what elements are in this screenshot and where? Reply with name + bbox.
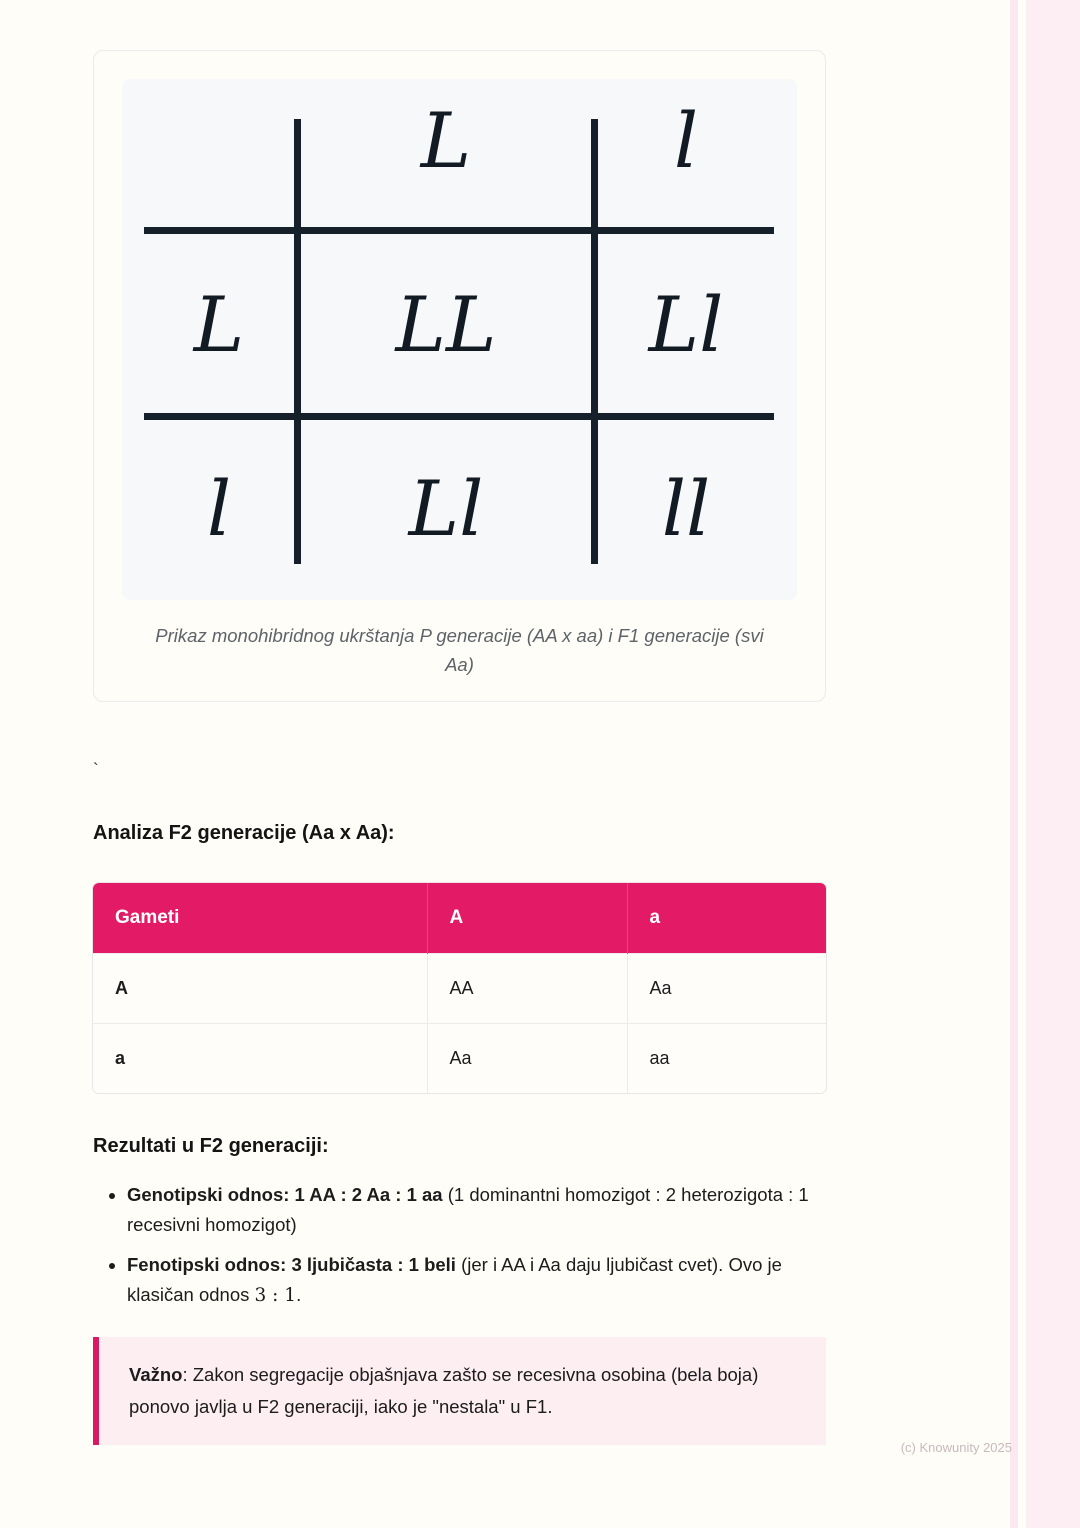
important-callout xyxy=(93,1337,826,1445)
figure-caption: Prikaz monohibridnog ukrštanja P generacije (AA x aa) i F1 generacije (svi Aa) xyxy=(155,625,764,675)
figure-card xyxy=(93,50,826,702)
list-item xyxy=(127,1180,826,1240)
table-cell-1-1: AA xyxy=(427,954,627,1024)
table-cell-1-2: Aa xyxy=(627,954,826,1024)
page-edge-strip-inner xyxy=(1010,0,1018,1528)
punnett-left-header-2: l xyxy=(206,464,232,553)
result-phenotype-label: Fenotipski odnos: 3 ljubičasta : 1 beli xyxy=(127,1254,456,1276)
table-row xyxy=(93,954,826,1024)
document-content xyxy=(93,0,826,1445)
result-genotype-label: Genotipski odnos: 1 AA : 2 Aa : 1 aa xyxy=(127,1184,443,1206)
punnett-square-image xyxy=(122,79,797,600)
table-header-row xyxy=(93,883,826,954)
punnett-cell-1-1: LL xyxy=(395,280,497,369)
table-row-header-1: A xyxy=(93,954,427,1024)
punnett-top-header-2: l xyxy=(673,96,699,185)
table-header-a-upper: A xyxy=(427,883,627,954)
watermark: (c) Knowunity 2025 xyxy=(900,1440,1012,1455)
f2-punnett-table xyxy=(93,883,826,1093)
table-cell-2-2: aa xyxy=(627,1024,826,1094)
table-row-header-2: a xyxy=(93,1024,427,1094)
grid-line-vertical-1 xyxy=(294,119,301,564)
results-list xyxy=(93,1180,826,1311)
result-phenotype-tail: . xyxy=(296,1284,302,1306)
punnett-left-header-1: L xyxy=(193,280,245,369)
table-header-a-lower: a xyxy=(627,883,826,954)
table-row xyxy=(93,1024,826,1094)
grid-line-horizontal-2 xyxy=(144,413,774,420)
analysis-heading: Analiza F2 generacije (Aa x Aa): xyxy=(93,822,395,845)
page-edge-strip-outer xyxy=(1026,0,1080,1528)
punnett-cell-2-1: Ll xyxy=(408,464,484,553)
table-header-gameti: Gameti xyxy=(93,883,427,954)
callout-text: : Zakon segregacije objašnjava zašto se recesivna osobina (bela boja) ponovo javlja u F2 generaciji, iako je "nestala" u F1. xyxy=(129,1364,759,1418)
results-heading: Rezultati u F2 generaciji: xyxy=(93,1135,329,1158)
result-genotype-text: (1 dominantni homozigot : 2 heterozigota : 1 recesivni homozigot) xyxy=(127,1184,809,1236)
punnett-cell-2-2: ll xyxy=(661,464,711,553)
punnett-top-header-1: L xyxy=(420,96,472,185)
result-phenotype-ratio: 3 : 1 xyxy=(254,1285,297,1307)
callout-label: Važno xyxy=(129,1364,183,1386)
result-phenotype-text: (jer i AA i Aa daju ljubičast cvet). Ovo je klasičan odnos xyxy=(127,1254,782,1306)
stray-character: ` xyxy=(93,760,99,780)
table-cell-2-1: Aa xyxy=(427,1024,627,1094)
grid-line-horizontal-1 xyxy=(144,227,774,234)
grid-line-vertical-2 xyxy=(591,119,598,564)
punnett-grid xyxy=(122,79,797,600)
list-item xyxy=(127,1250,826,1311)
punnett-cell-1-2: Ll xyxy=(648,280,724,369)
